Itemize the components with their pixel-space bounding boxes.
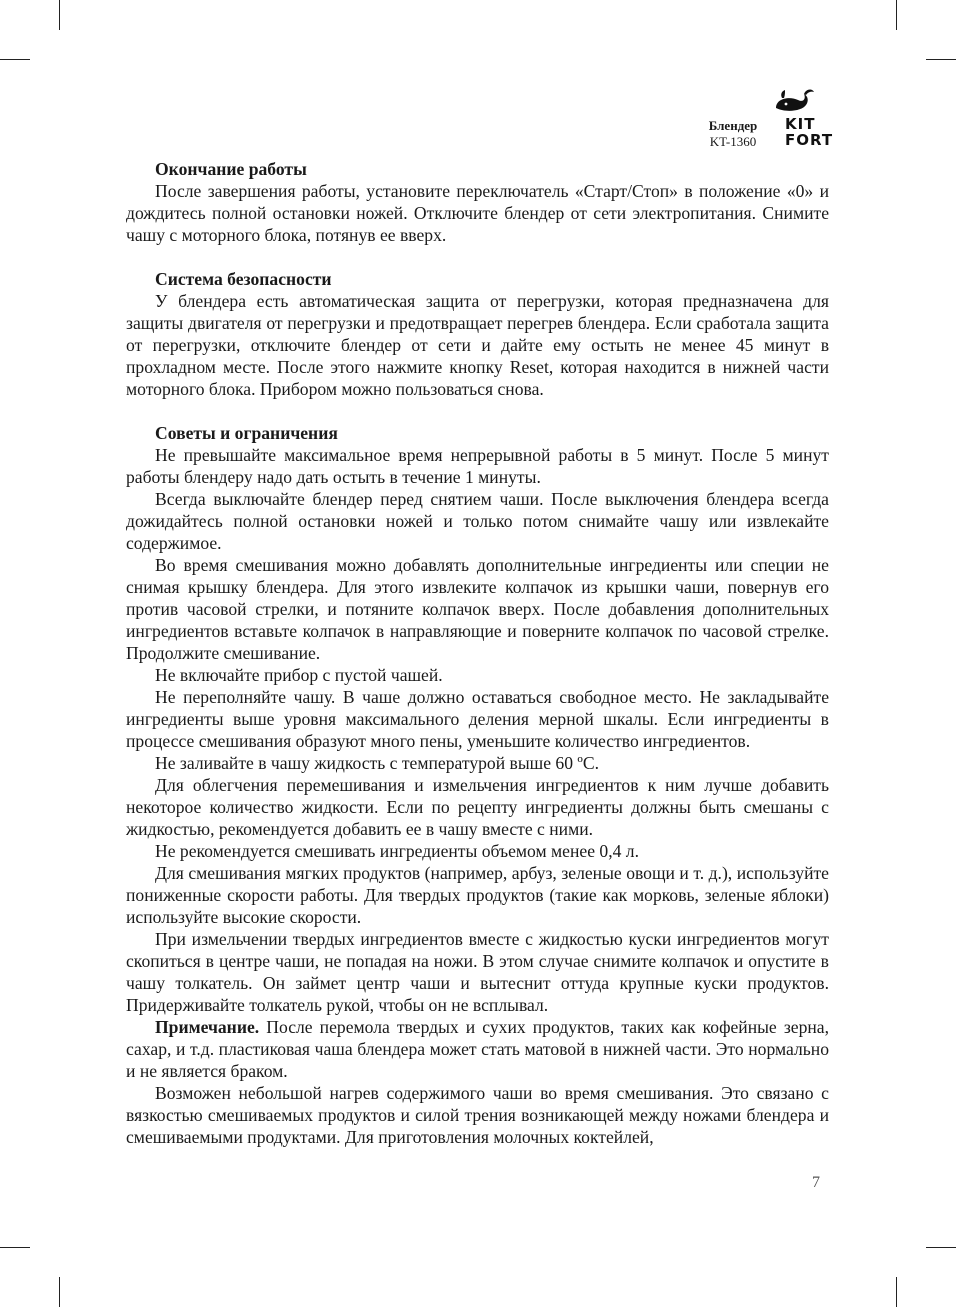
paragraph: Не включайте прибор с пустой чашей. <box>155 665 443 685</box>
paragraph: Во время смешивания можно добавлять дополнительные ингредиенты или специи не снимая крышку блендера. Для этого извлеките колпачок из крышки чаши, повернув его против часовой стрелки, и потяните колпачок вверх. После добавления дополнительных ингредиентов вставьте колпачок в направляющие и поверните колпачок по часовой стрелке. Продолжите смешивание. <box>126 555 829 663</box>
product-meta <box>698 118 768 150</box>
paragraph: Не рекомендуется смешивать ингредиенты объемом менее 0,4 л. <box>155 841 639 861</box>
paragraph: Всегда выключайте блендер перед снятием чаши. После выключения блендера всегда дожидайтесь полной остановки ножей и только потом снимайте чашу или извлекайте содержимое. <box>126 489 829 553</box>
crop-mark-left-top <box>0 59 30 60</box>
brand-line-2: FORT <box>785 131 834 149</box>
section-title: Советы и ограничения <box>155 423 338 443</box>
paragraph: Не превышайте максимальное время непрерывной работы в 5 минут. После 5 минут работы блендеру надо дать остыть в течение 1 минуты. <box>126 445 829 487</box>
paragraph: Не заливайте в чашу жидкость с температурой выше 60 ºС. <box>155 753 599 773</box>
paragraph: У блендера есть автоматическая защита от перегрузки, которая предназначена для защиты двигателя от перегрузки и предотвращает перегрев блендера. Если сработала защита от перегрузки, отключите блендер от сети и дайте ему остыть не менее 45 минут в прохладном месте. После этого нажмите кнопку Reset, которая находится в нижней части моторного блока. Прибором можно пользоваться снова. <box>126 291 829 399</box>
brand-wordmark <box>785 116 833 148</box>
kitfort-logo <box>768 86 832 150</box>
product-name: Блендер <box>708 118 758 133</box>
crop-mark-left-bottom <box>0 1247 30 1248</box>
paragraph: Для смешивания мягких продуктов (например, арбуз, зеленые овощи и т. д.), используйте пониженные скорости работы. Для твердых продуктов (такие как морковь, зеленые яблоки) используйте высокие скорости. <box>126 863 829 927</box>
note-label: Примечание. <box>155 1017 260 1037</box>
document-body <box>126 158 829 1148</box>
note-paragraph <box>126 1016 829 1082</box>
whale-icon <box>768 86 832 116</box>
page-number: 7 <box>812 1174 820 1191</box>
section-safety-system <box>126 268 829 400</box>
paragraph: После завершения работы, установите переключатель «Старт/Стоп» в положение «0» и дождитесь полной остановки ножей. Отключите блендер от сети электропитания. Снимите чашу с моторного блока, потянув ее вверх. <box>126 181 829 245</box>
paragraph: Не переполняйте чашу. В чаше должно оставаться свободное место. Не закладывайте ингредиенты выше уровня максимального деления мерной шкалы. Если ингредиенты в процессе смешивания образуют много пены, уменьшите количество ингредиентов. <box>126 687 829 751</box>
note-text: После перемола твердых и сухих продуктов, таких как кофейные зерна, сахар, и т.д. пластиковая чаша блендера может стать матовой в нижней части. Это нормально и не является браком. <box>126 1017 829 1081</box>
crop-mark-bottom-right <box>896 1277 897 1307</box>
section-title: Система безопасности <box>155 269 332 289</box>
section-end-of-work <box>126 158 829 246</box>
section-title: Окончание работы <box>155 159 307 179</box>
crop-mark-right-bottom <box>926 1247 956 1248</box>
paragraph: При измельчении твердых ингредиентов вместе с жидкостью куски ингредиентов могут скопиться в центре чаши, не попадая на ножи. В этом случае снимите колпачок и опустите в чашу толкатель. Он займет центр чаши и вытеснит оттуда крупные куски продуктов. Придерживайте толкатель рукой, чтобы он не всплывал. <box>126 929 829 1015</box>
crop-mark-bottom-left <box>59 1277 60 1307</box>
paragraph: Возможен небольшой нагрев содержимого чаши во время смешивания. Это связано с вязкостью смешиваемых продуктов и силой трения возникающей между ножами блендера и смешиваемыми продуктами. Для приготовления молочных коктейлей, <box>126 1083 829 1147</box>
product-model: KT-1360 <box>709 134 757 149</box>
crop-mark-top-left <box>59 0 60 30</box>
section-tips-and-limitations <box>126 422 829 1148</box>
brand-line-1: KIT <box>785 115 816 133</box>
crop-mark-right-top <box>926 59 956 60</box>
page-header <box>690 86 832 150</box>
paragraph: Для облегчения перемешивания и измельчения ингредиентов к ним лучше добавить некоторое количество жидкости. Если по рецепту ингредиенты должны быть смешаны с жидкостью, рекомендуется добавить ее в чашу вместе с ними. <box>126 775 829 839</box>
crop-mark-top-right <box>896 0 897 30</box>
